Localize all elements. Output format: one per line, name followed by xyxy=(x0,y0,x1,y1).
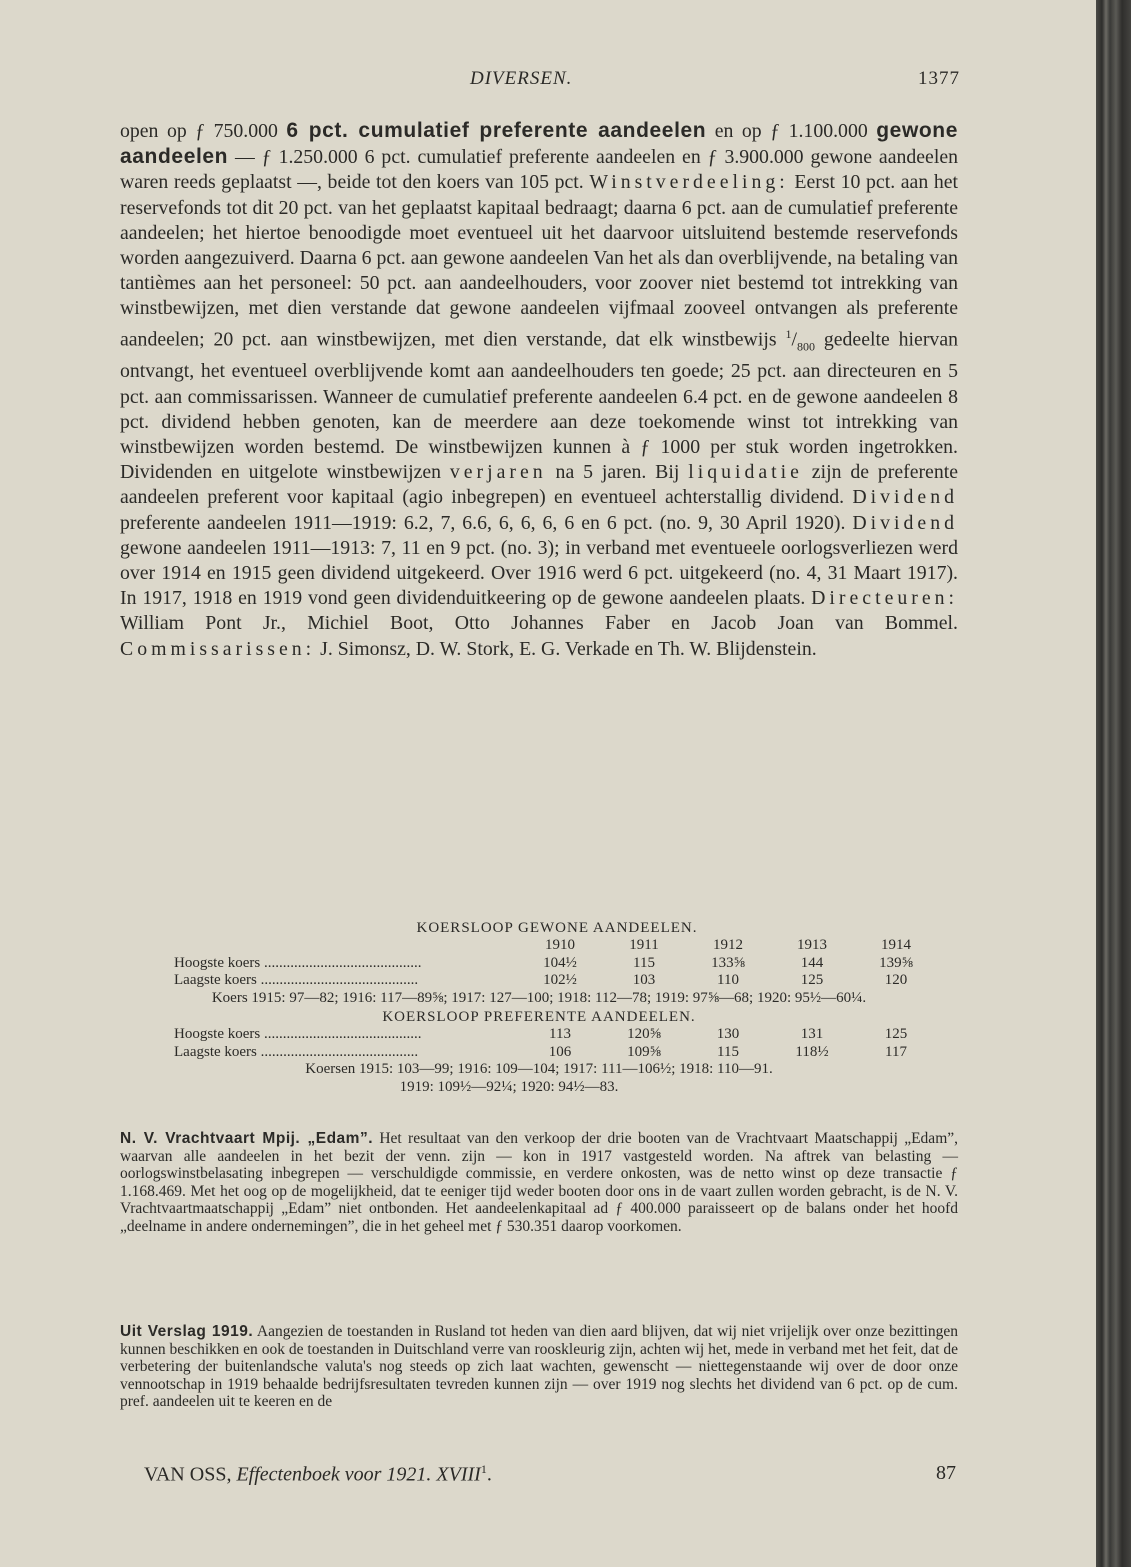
spaced-term-dividend: Dividend xyxy=(852,486,958,509)
fraction-numerator: 1 xyxy=(785,326,792,341)
spaced-term-directeuren: Directeuren: xyxy=(811,587,958,610)
bold-heading-gewone: gewone aandeelen xyxy=(120,119,959,169)
text-run: Aangezien de toestanden in Rusland tot heden van dien aard blijven, dat wij niet vrijelijk over onze bezittingen kunnen beschikken en ook de toestanden in Duitschland verre van rooskleurig zijn, achten wij het, mede in verband met het feit, dat de verbetering der buitenlandsche valuta's nog steeds op zich laat wachten, gewenscht — niettegenstaande wij over de door onze vennootschap in 1919 behaalde bedrijfsresultaten tevreden kunnen zijn — over 1919 nog slechts het dividend van 6 pct. op de cum. pref. aandeelen uit te keeren en de xyxy=(120,1323,958,1410)
footer-page-number: 87 xyxy=(936,1462,956,1484)
table-preferente xyxy=(174,1026,938,1061)
table-gewone xyxy=(174,937,938,989)
koers-line: Koers 1915: 97—82; 1916: 117—89⅝; 1917: 127—100; 1918: 112—78; 1919: 97⅝—68; 1920: 95½—60¼. xyxy=(211,989,867,1006)
value-cell: 115 xyxy=(717,1043,739,1060)
text-run: preferente aandeelen 1911—1919: 6.2, 7, 6.6, 6, 6, 6, 6 en 6 pct. (no. 9, 30 April 1920). xyxy=(120,511,853,534)
value-cell: 103 xyxy=(632,972,656,989)
value-cell: 133⅝ xyxy=(711,954,745,971)
value-cell: 117 xyxy=(885,1043,907,1060)
table-title-gewone: KOERSLOOP GEWONE AANDEELEN. xyxy=(416,920,698,936)
text-run: zijn de preferente aandeelen preferent voor kapitaal (agio inbegrepen) en eventueel achterstallig dividend. xyxy=(120,461,959,509)
table-header-row xyxy=(174,937,938,954)
main-text xyxy=(120,118,958,662)
bold-heading-preferente: 6 pct. cumulatief preferente aandeelen xyxy=(286,119,707,142)
book-spine-edge xyxy=(1096,0,1131,1567)
running-header xyxy=(120,68,960,98)
row-label: Laagste koers .......................................... xyxy=(174,1043,419,1060)
footer-period: . xyxy=(486,1463,492,1486)
text-run: en op ƒ 1.100.000 xyxy=(714,120,877,142)
text-run: gedeelte hiervan ontvangt, het eventueel overblijvende komt aan aandeelhouders ten goede; 25 pct. aan directeuren en 5 pct. aan commissarissen. Wanneer de cumulatief preferente aandeelen 6.4 pct. en de gewone aandeelen 8 pct. dividend hebben genoten, kan de meerdere aan deze toekomende winst tot intrekking van winstbewijzen worden bestemd. De winstbewijzen kunnen à ƒ 1000 per stuk worden ingetrokken. Dividenden en uitgelote winstbewijzen xyxy=(120,328,958,484)
year-cell: 1911 xyxy=(629,937,659,954)
value-cell: 109⅝ xyxy=(627,1043,661,1060)
value-cell: 125 xyxy=(800,972,824,989)
value-cell: 120 xyxy=(884,972,908,989)
section-vrachtvaart xyxy=(120,1130,958,1235)
year-cell: 1912 xyxy=(713,937,743,954)
text-run: J. Simonsz, D. W. Stork, E. G. Verkade en Th. W. Blijdenstein. xyxy=(315,637,817,660)
table-row xyxy=(174,1044,938,1061)
spaced-term-dividend: Dividend xyxy=(852,511,958,534)
spaced-term-verjaren: verjaren xyxy=(449,461,547,484)
value-cell: 118½ xyxy=(795,1043,829,1060)
text-run: na 5 jaren. Bij xyxy=(546,461,689,484)
footer-superscript: 1 xyxy=(480,1462,487,1476)
text-run: William Pont Jr., Michiel Boot, Otto Johannes Faber en Jacob Joan van Bommel. xyxy=(120,612,958,635)
value-cell: 125 xyxy=(884,1026,908,1043)
year-cell: 1914 xyxy=(881,937,911,954)
year-cell: 1910 xyxy=(545,937,575,954)
heading-vrachtvaart: N. V. Vrachtvaart Mpij. „Edam”. xyxy=(120,1130,374,1147)
value-cell: 115 xyxy=(633,954,655,971)
table-row xyxy=(174,955,938,972)
value-cell: 113 xyxy=(549,1026,571,1043)
year-cell: 1913 xyxy=(797,937,827,954)
fraction-denominator: 800 xyxy=(796,339,815,354)
text-run: gewone aandeelen 1911—1913: 7, 11 en 9 pct. (no. 3); in verband met eventueele oorlogsverliezen werd over 1914 en 1915 geen dividend uitgekeerd. Over 1916 werd 6 pct. uitgekeerd (no. 4, 31 Maart 1917). In 1917, 1918 en 1919 vond geen dividenduitkeering op de gewone aandeelen plaats. xyxy=(120,536,958,610)
koersen-line: Koersen 1915: 103—99; 1916: 109—104; 1917: 111—106½; 1918: 110—91. xyxy=(305,1061,773,1078)
footer-publisher: VAN OSS, xyxy=(144,1463,237,1486)
spaced-term-winstverdeeling: Winstverdeeling: xyxy=(589,171,789,194)
page-number: 1377 xyxy=(918,68,960,89)
row-label: Laagste koers .......................................... xyxy=(174,972,419,989)
value-cell: 110 xyxy=(717,972,739,989)
koersloop-tables xyxy=(120,920,958,1096)
row-label: Hoogste koers .......................................... xyxy=(174,954,422,971)
value-cell: 120⅝ xyxy=(627,1026,661,1043)
table-row xyxy=(174,1026,938,1043)
spaced-term-commissarissen: Commissarissen: xyxy=(120,637,316,660)
heading-verslag: Uit Verslag 1919. xyxy=(120,1323,254,1340)
value-cell: 104½ xyxy=(543,954,577,971)
footer-book-title: Effectenboek voor 1921. XVIII xyxy=(236,1463,481,1486)
value-cell: 106 xyxy=(548,1043,572,1060)
value-cell: 144 xyxy=(800,954,824,971)
section-verslag xyxy=(120,1323,958,1411)
table-title-preferente: KOERSLOOP PREFERENTE AANDEELEN. xyxy=(382,1009,696,1026)
value-cell: 131 xyxy=(800,1026,824,1043)
row-label: Hoogste koers .......................................... xyxy=(174,1026,422,1043)
paragraph-statuten: open op ƒ 750.000 6 pct. cumulatief preferente aandeelen en op ƒ 1.100.000 gewone aandeelen — ƒ 1.250.000 6 pct. cumulatief preferente aandeelen en ƒ 3.900.000 gewone aandeelen waren reeds geplaatst —, beide tot den koers van 105 pct. Winstverdeeling: Eerst 10 pct. aan het reservefonds tot dit 20 pct. van het geplaatst kapitaal bedraagt; daarna 6 pct. aan de cumulatief preferente aandeelen; het hiertoe benoodigde moet eventueel uit het daarvoor uitsluitend bestemde reservefonds worden aangezuiverd. Daarna 6 pct. aan gewone aandeelen Van het als dan overblijvende, na betaling van tantièmes aan het personeel: 50 pct. aan aandeelhouders, voor zoover niet bestemd tot intrekking van winstbewijzen, met dien verstande dat gewone aandeelen vijfmaal zooveel ontvangen als preferente aandeelen; 20 pct. aan winstbewijzen, met dien verstande, dat elk winstbewijs $^1/_{800}$ gedeelte hiervan ontvangt, het eventueel overblijvende komt aan aandeelhouders ten goede; 25 pct. aan directeuren en 5 pct. aan commissarissen. Wanneer de cumulatief preferente aandeelen 6.4 pct. en de gewone aandeelen 8 pct. dividend hebben genoten, kan de meerdere aan deze toekomende winst tot intrekking van winstbewijzen worden bestemd. De winstbewijzen kunnen à ƒ 1000 per stuk worden ingetrokken. Dividenden en uitgelote winstbewijzen verjaren na 5 jaren. Bij liquidatie zijn de preferente aandeelen preferent voor kapitaal (agio inbegrepen) en eventueel achterstallig dividend. Dividend preferente aandeelen 1911—1919: 6.2, 7, 6.6, 6, 6, 6, 6 en 6 pct. (no. 9, 30 April 1920). Dividend gewone aandeelen 1911—1913: 7, 11 en 9 pct. (no. 3); in verband met eventueele oorlogsverliezen werd over 1914 en 1915 geen dividend uitgekeerd. Over 1916 werd 6 pct. uitgekeerd (no. 4, 31 Maart 1917). In 1917, 1918 en 1919 vond geen dividenduitkeering op de gewone aandeelen plaats. Directeuren: William Pont Jr., Michiel Boot, Otto Johannes Faber en Jacob Joan van Bommel. Commissarissen: J. Simonsz, D. W. Stork, E. G. Verkade en Th. W. Blijdenstein. xyxy=(120,119,959,660)
koersen-line: 1919: 109½—92¼; 1920: 94½—83. xyxy=(399,1078,619,1095)
footer-source xyxy=(144,1462,492,1487)
text-run: Het resultaat van den verkoop der drie booten van de Vrachtvaart Maatschappij „Edam”, waarvan alle aandeelen in het bezit der venn. zijn — kon in 1917 vastgesteld worden. Na aftrek van belasting — oorlogswinstbelasating inbegrepen — verschuldigde commissie, en verdere onkosten, was de netto winst op deze transactie ƒ 1.168.469. Met het oog op de mogelijkheid, dat te eeniger tijd weder booten door ons in de vaart zullen worden gebracht, is de N. V. Vrachtvaartmaatschappij „Edam” niet ontbonden. Het aandeelenkapitaal ad ƒ 400.000 paraisseert op de balans onder het hoofd „deelname in andere ondernemingen”, die in het geheel met ƒ 530.351 daarop voorkomen. xyxy=(120,1130,959,1235)
text-run: Eerst 10 pct. aan het reservefonds tot dit 20 pct. van het geplaatst kapitaal bedraagt; daarna 6 pct. aan de cumulatief preferente aandeelen; het hiertoe benoodigde moet eventueel uit het daarvoor uitsluitend bestemde reservefonds worden aangezuiverd. Daarna 6 pct. aan gewone aandeelen Van het als dan overblijvende, na betaling van tantièmes aan het personeel: 50 pct. aan aandeelhouders, voor zoover niet bestemd tot intrekking van winstbewijzen, met dien verstande dat gewone aandeelen vijfmaal zooveel ontvangen als preferente aandeelen; 20 pct. aan winstbewijzen, met dien verstande, dat elk winstbewijs xyxy=(120,171,958,351)
text-run: open op ƒ 750.000 xyxy=(120,120,287,142)
value-cell: 130 xyxy=(716,1026,740,1043)
spaced-term-liquidatie: liquidatie xyxy=(688,461,803,484)
value-cell: 102½ xyxy=(543,972,577,989)
table-row xyxy=(174,972,938,989)
section-title: DIVERSEN. xyxy=(470,68,573,89)
text-run: — ƒ 1.250.000 6 pct. cumulatief preferente aandeelen en ƒ 3.900.000 gewone aandeelen waren reeds geplaatst —, beide tot den koers van 105 pct. xyxy=(120,146,958,194)
value-cell: 139⅝ xyxy=(879,954,913,971)
